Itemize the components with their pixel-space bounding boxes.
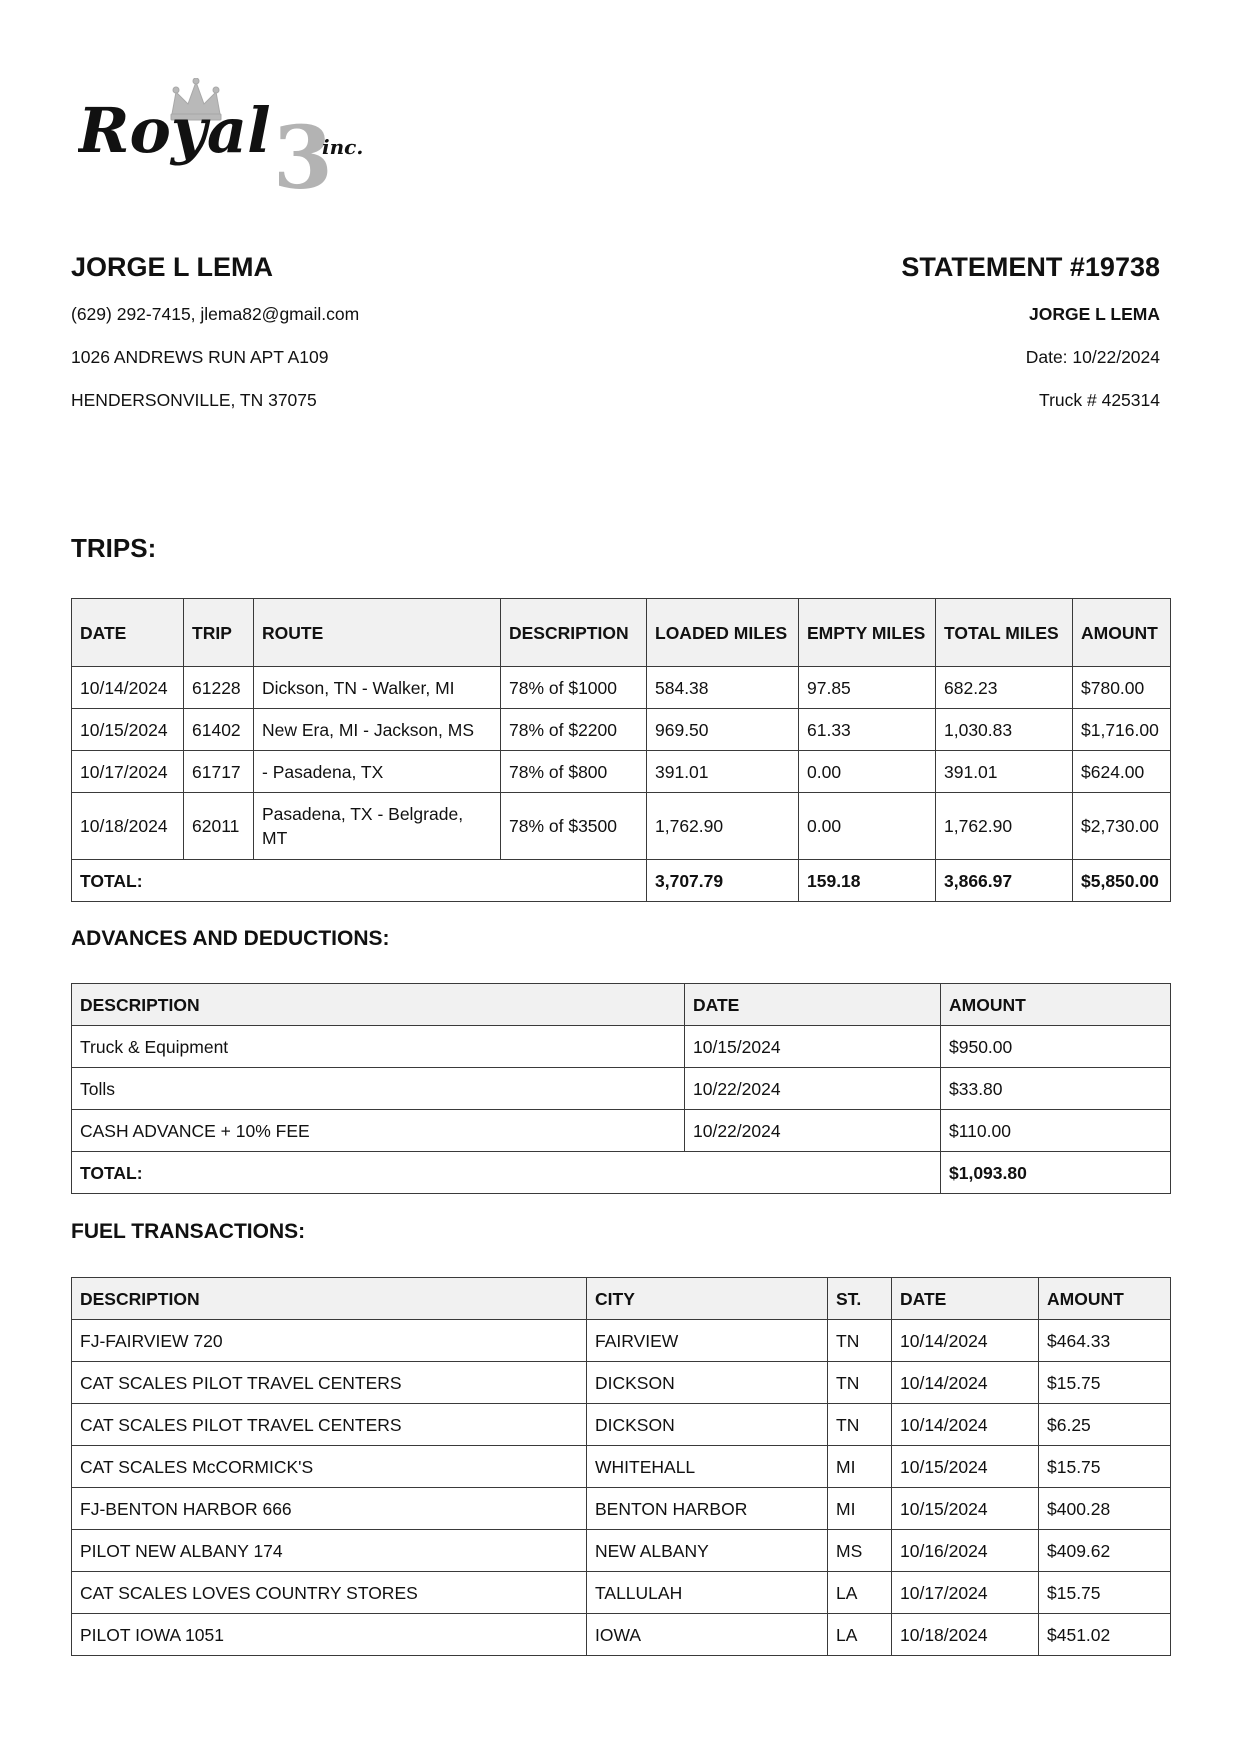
trips-heading: TRIPS: (71, 533, 157, 563)
fuel-date: 10/15/2024 (892, 1488, 1039, 1530)
fuel-state: MI (828, 1488, 892, 1530)
trip-total-miles: 391.01 (936, 751, 1073, 793)
trip-amount: $780.00 (1073, 667, 1171, 709)
advance-date: 10/15/2024 (685, 1026, 941, 1068)
trip-amount: $2,730.00 (1073, 793, 1171, 860)
fuel-amount: $15.75 (1039, 1572, 1171, 1614)
trips-total-loaded: 3,707.79 (647, 860, 799, 902)
fuel-date: 10/14/2024 (892, 1320, 1039, 1362)
advances-total-row (72, 1152, 1171, 1194)
col-header-route: ROUTE (254, 599, 501, 667)
royal3-logo-graphic (78, 78, 388, 190)
advances-total-amount: $1,093.80 (941, 1152, 1171, 1194)
trip-date: 10/14/2024 (72, 667, 184, 709)
col-header-trip: TRIP (184, 599, 254, 667)
fuel-amount: $451.02 (1039, 1614, 1171, 1656)
trip-amount: $1,716.00 (1073, 709, 1171, 751)
trip-date: 10/17/2024 (72, 751, 184, 793)
col-header-state: ST. (828, 1278, 892, 1320)
col-header-amount: AMOUNT (941, 984, 1171, 1026)
table-row (72, 1572, 1171, 1614)
advance-date: 10/22/2024 (685, 1110, 941, 1152)
col-header-description: DESCRIPTION (72, 1278, 587, 1320)
trip-total-miles: 682.23 (936, 667, 1073, 709)
truck-number: Truck # 425314 (1039, 390, 1160, 410)
table-row (72, 1362, 1171, 1404)
fuel-city: DICKSON (587, 1362, 828, 1404)
trip-description: 78% of $800 (501, 751, 647, 793)
col-header-description: DESCRIPTION (72, 984, 685, 1026)
advances-table (71, 983, 1171, 1194)
fuel-city: DICKSON (587, 1404, 828, 1446)
trips-table (71, 598, 1171, 902)
statement-info (620, 251, 1160, 410)
table-row (72, 793, 1171, 860)
trip-loaded-miles: 391.01 (647, 751, 799, 793)
driver-address-line1: 1026 ANDREWS RUN APT A109 (71, 347, 329, 367)
statement-date: Date: 10/22/2024 (1025, 347, 1160, 367)
trip-number: 61717 (184, 751, 254, 793)
table-row (72, 1026, 1171, 1068)
fuel-table (71, 1277, 1171, 1656)
trips-total-empty: 159.18 (799, 860, 936, 902)
trip-date: 10/15/2024 (72, 709, 184, 751)
trip-empty-miles: 61.33 (799, 709, 936, 751)
fuel-amount: $15.75 (1039, 1446, 1171, 1488)
trips-total-row (72, 860, 1171, 902)
advance-description: Truck & Equipment (72, 1026, 685, 1068)
fuel-amount: $409.62 (1039, 1530, 1171, 1572)
trip-description: 78% of $1000 (501, 667, 647, 709)
trip-route: Dickson, TN - Walker, MI (254, 667, 501, 709)
advances-total-label: TOTAL: (72, 1152, 941, 1194)
fuel-description: PILOT IOWA 1051 (72, 1614, 587, 1656)
trip-total-miles: 1,762.90 (936, 793, 1073, 860)
fuel-heading: FUEL TRANSACTIONS: (71, 1220, 306, 1243)
fuel-state: MS (828, 1530, 892, 1572)
trip-description: 78% of $2200 (501, 709, 647, 751)
fuel-city: WHITEHALL (587, 1446, 828, 1488)
fuel-city: NEW ALBANY (587, 1530, 828, 1572)
table-row (72, 1488, 1171, 1530)
statement-title: STATEMENT #19738 (901, 252, 1160, 282)
advance-description: CASH ADVANCE + 10% FEE (72, 1110, 685, 1152)
logo-numeral: 3 (273, 108, 333, 190)
advance-amount: $110.00 (941, 1110, 1171, 1152)
fuel-state: TN (828, 1362, 892, 1404)
advance-amount: $33.80 (941, 1068, 1171, 1110)
trip-empty-miles: 0.00 (799, 793, 936, 860)
fuel-description: FJ-FAIRVIEW 720 (72, 1320, 587, 1362)
col-header-date: DATE (892, 1278, 1039, 1320)
col-header-amount: AMOUNT (1073, 599, 1171, 667)
fuel-description: CAT SCALES McCORMICK'S (72, 1446, 587, 1488)
fuel-date: 10/15/2024 (892, 1446, 1039, 1488)
trip-date: 10/18/2024 (72, 793, 184, 860)
trip-empty-miles: 0.00 (799, 751, 936, 793)
trip-number: 62011 (184, 793, 254, 860)
advance-date: 10/22/2024 (685, 1068, 941, 1110)
fuel-state: TN (828, 1404, 892, 1446)
table-row (72, 1404, 1171, 1446)
trips-total-miles: 3,866.97 (936, 860, 1073, 902)
driver-contact: (629) 292-7415, jlema82@gmail.com (71, 304, 360, 324)
advance-amount: $950.00 (941, 1026, 1171, 1068)
trip-number: 61228 (184, 667, 254, 709)
statement-name: JORGE L LEMA (1029, 304, 1160, 324)
fuel-state: LA (828, 1614, 892, 1656)
fuel-city: FAIRVIEW (587, 1320, 828, 1362)
col-header-date: DATE (685, 984, 941, 1026)
trip-route: New Era, MI - Jackson, MS (254, 709, 501, 751)
col-header-description: DESCRIPTION (501, 599, 647, 667)
table-row (72, 1110, 1171, 1152)
trip-route: - Pasadena, TX (254, 751, 501, 793)
trip-description: 78% of $3500 (501, 793, 647, 860)
fuel-description: CAT SCALES LOVES COUNTRY STORES (72, 1572, 587, 1614)
col-header-empty-miles: EMPTY MILES (799, 599, 936, 667)
company-logo (78, 78, 388, 190)
trip-loaded-miles: 584.38 (647, 667, 799, 709)
fuel-state: TN (828, 1320, 892, 1362)
col-header-city: CITY (587, 1278, 828, 1320)
table-row (72, 1068, 1171, 1110)
fuel-state: MI (828, 1446, 892, 1488)
table-row (72, 667, 1171, 709)
logo-suffix: inc. (322, 135, 364, 159)
advances-header-row (72, 984, 1171, 1026)
fuel-date: 10/18/2024 (892, 1614, 1039, 1656)
fuel-description: FJ-BENTON HARBOR 666 (72, 1488, 587, 1530)
trip-number: 61402 (184, 709, 254, 751)
fuel-description: CAT SCALES PILOT TRAVEL CENTERS (72, 1404, 587, 1446)
col-header-amount: AMOUNT (1039, 1278, 1171, 1320)
trip-amount: $624.00 (1073, 751, 1171, 793)
table-row (72, 1320, 1171, 1362)
table-row (72, 1446, 1171, 1488)
advances-heading: ADVANCES AND DEDUCTIONS: (71, 927, 390, 950)
trip-loaded-miles: 1,762.90 (647, 793, 799, 860)
driver-address-line2: HENDERSONVILLE, TN 37075 (71, 390, 317, 410)
fuel-amount: $400.28 (1039, 1488, 1171, 1530)
fuel-amount: $15.75 (1039, 1362, 1171, 1404)
col-header-date: DATE (72, 599, 184, 667)
col-header-total-miles: TOTAL MILES (936, 599, 1073, 667)
trip-route: Pasadena, TX - Belgrade, MT (254, 793, 501, 860)
fuel-description: CAT SCALES PILOT TRAVEL CENTERS (72, 1362, 587, 1404)
fuel-city: IOWA (587, 1614, 828, 1656)
trips-header-row (72, 599, 1171, 667)
table-row (72, 1614, 1171, 1656)
trips-total-label: TOTAL: (72, 860, 647, 902)
fuel-date: 10/16/2024 (892, 1530, 1039, 1572)
trip-empty-miles: 97.85 (799, 667, 936, 709)
fuel-header-row (72, 1278, 1171, 1320)
driver-info (71, 251, 611, 410)
col-header-loaded-miles: LOADED MILES (647, 599, 799, 667)
fuel-date: 10/14/2024 (892, 1362, 1039, 1404)
trips-total-amount: $5,850.00 (1073, 860, 1171, 902)
table-row (72, 751, 1171, 793)
trip-total-miles: 1,030.83 (936, 709, 1073, 751)
advance-description: Tolls (72, 1068, 685, 1110)
logo-wordmark: Royal (78, 94, 271, 167)
fuel-amount: $6.25 (1039, 1404, 1171, 1446)
fuel-city: BENTON HARBOR (587, 1488, 828, 1530)
table-row (72, 1530, 1171, 1572)
fuel-city: TALLULAH (587, 1572, 828, 1614)
driver-name: JORGE L LEMA (71, 252, 274, 282)
fuel-amount: $464.33 (1039, 1320, 1171, 1362)
fuel-date: 10/17/2024 (892, 1572, 1039, 1614)
trip-loaded-miles: 969.50 (647, 709, 799, 751)
fuel-date: 10/14/2024 (892, 1404, 1039, 1446)
fuel-description: PILOT NEW ALBANY 174 (72, 1530, 587, 1572)
table-row (72, 709, 1171, 751)
fuel-state: LA (828, 1572, 892, 1614)
